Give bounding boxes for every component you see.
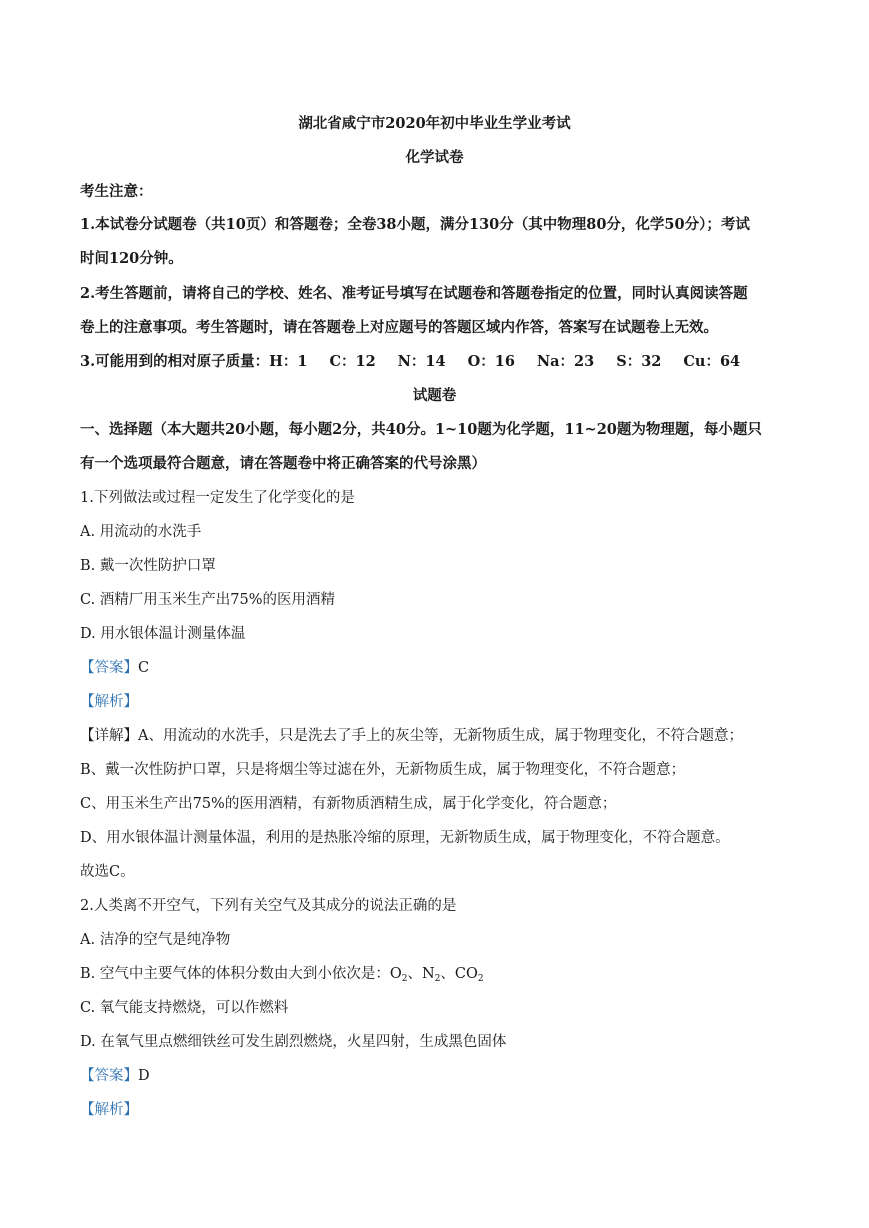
q1-option-b: B. 戴一次性防护口罩 <box>80 558 216 574</box>
q2-option-c: C. 氧气能支持燃烧，可以作燃料 <box>80 1000 289 1016</box>
notice-item-3 <box>80 352 792 372</box>
formula-o2: $O_2$ <box>389 966 408 984</box>
exam-title: 湖北省咸宁市2020年初中毕业生学业考试 <box>298 115 571 132</box>
q1-detail-line-3: C、用玉米生产出75%的医用酒精，有新物质酒精生成，属于化学变化，符合题意； <box>80 796 617 812</box>
formula-n2: $N_2$ <box>422 966 441 984</box>
q1-detail-line-1 <box>80 726 792 746</box>
section-title: 试题卷 <box>412 387 457 404</box>
part1-instructions-line-1: 一、选择题（本大题共20小题，每小题2分，共40分。1~10题为化学题，11~20题为物理题，每小题只 <box>80 421 762 438</box>
q1-option-a: A. 用流动的水洗手 <box>80 524 202 540</box>
detail-tag: 【详解】 <box>80 728 138 744</box>
option-b-text: B. 空气中主要气体的体积分数由大到小依次是： <box>80 966 390 982</box>
q1-analysis-tag: 【解析】 <box>80 694 138 710</box>
q1-option-d: D. 用水银体温计测量体温 <box>80 626 246 642</box>
q1-option-c: C. 酒精厂用玉米生产出75%的医用酒精 <box>80 592 336 608</box>
atomic-mass-na: Na：23 <box>536 353 595 370</box>
formula-co2: $CO_2$ <box>454 966 484 984</box>
notice-item-1-line-2: 时间120分钟。 <box>80 250 183 267</box>
detail-text: A、用流动的水洗手，只是洗去了手上的灰尘等，无新物质生成，属于物理变化，不符合题意； <box>138 728 743 744</box>
notice-item-2-line-1: 2.考生答题前，请将自己的学校、姓名、准考证号填写在试题卷和答题卷指定的位置，同时认真阅读答题 <box>80 285 748 302</box>
atomic-mass-s: S：32 <box>616 353 662 370</box>
q1-detail-line-2: B、戴一次性防护口罩，只是将烟尘等过滤在外，无新物质生成，属于物理变化，不符合题意； <box>80 762 686 778</box>
answer-value: C <box>138 660 150 676</box>
notice-item-2-line-2: 卷上的注意事项。考生答题时，请在答题卷上对应题号的答题区域内作答，答案写在试题卷上无效。 <box>80 319 718 336</box>
atomic-mass-n: N：14 <box>397 353 446 370</box>
answer-tag: 【答案】 <box>80 1068 138 1084</box>
q2-answer <box>80 1066 792 1086</box>
q2-option-b: B. 空气中主要气体的体积分数由大到小依次是：$O_2$、$N_2$、$CO_2$ <box>80 966 484 984</box>
q1-answer <box>80 658 792 678</box>
q2-stem: 2.人类离不开空气，下列有关空气及其成分的说法正确的是 <box>80 898 457 914</box>
answer-tag: 【答案】 <box>80 660 138 676</box>
q1-conclusion: 故选C。 <box>80 864 135 880</box>
atomic-mass-cu: Cu：64 <box>683 353 741 370</box>
q1-stem: 1.下列做法或过程一定发生了化学变化的是 <box>80 490 355 506</box>
notice-item-1-line-1: 1.本试卷分试题卷（共10页）和答题卷；全卷38小题，满分130分（其中物理80分，化学50分）；考试 <box>80 216 750 233</box>
atomic-mass-c: C：12 <box>329 353 376 370</box>
atomic-mass-h: H：1 <box>269 353 308 370</box>
part1-instructions-line-2: 有一个选项最符合题意，请在答题卷中将正确答案的代号涂黑） <box>80 455 486 472</box>
q2-analysis-tag: 【解析】 <box>80 1102 138 1118</box>
q2-option-d: D. 在氧气里点燃细铁丝可发生剧烈燃烧，火星四射，生成黑色固体 <box>80 1034 507 1050</box>
q2-option-a: A. 洁净的空气是纯净物 <box>80 932 231 948</box>
answer-value: D <box>138 1068 150 1084</box>
atomic-mass-o: O：16 <box>467 353 515 370</box>
exam-subtitle: 化学试卷 <box>405 149 464 166</box>
q1-detail-line-4: D、用水银体温计测量体温，利用的是热胀冷缩的原理，无新物质生成，属于物理变化，不符合题意。 <box>80 830 730 846</box>
atomic-mass-prefix: 3.可能用到的相对原子质量： <box>80 353 270 370</box>
notice-heading: 考生注意： <box>80 183 153 200</box>
